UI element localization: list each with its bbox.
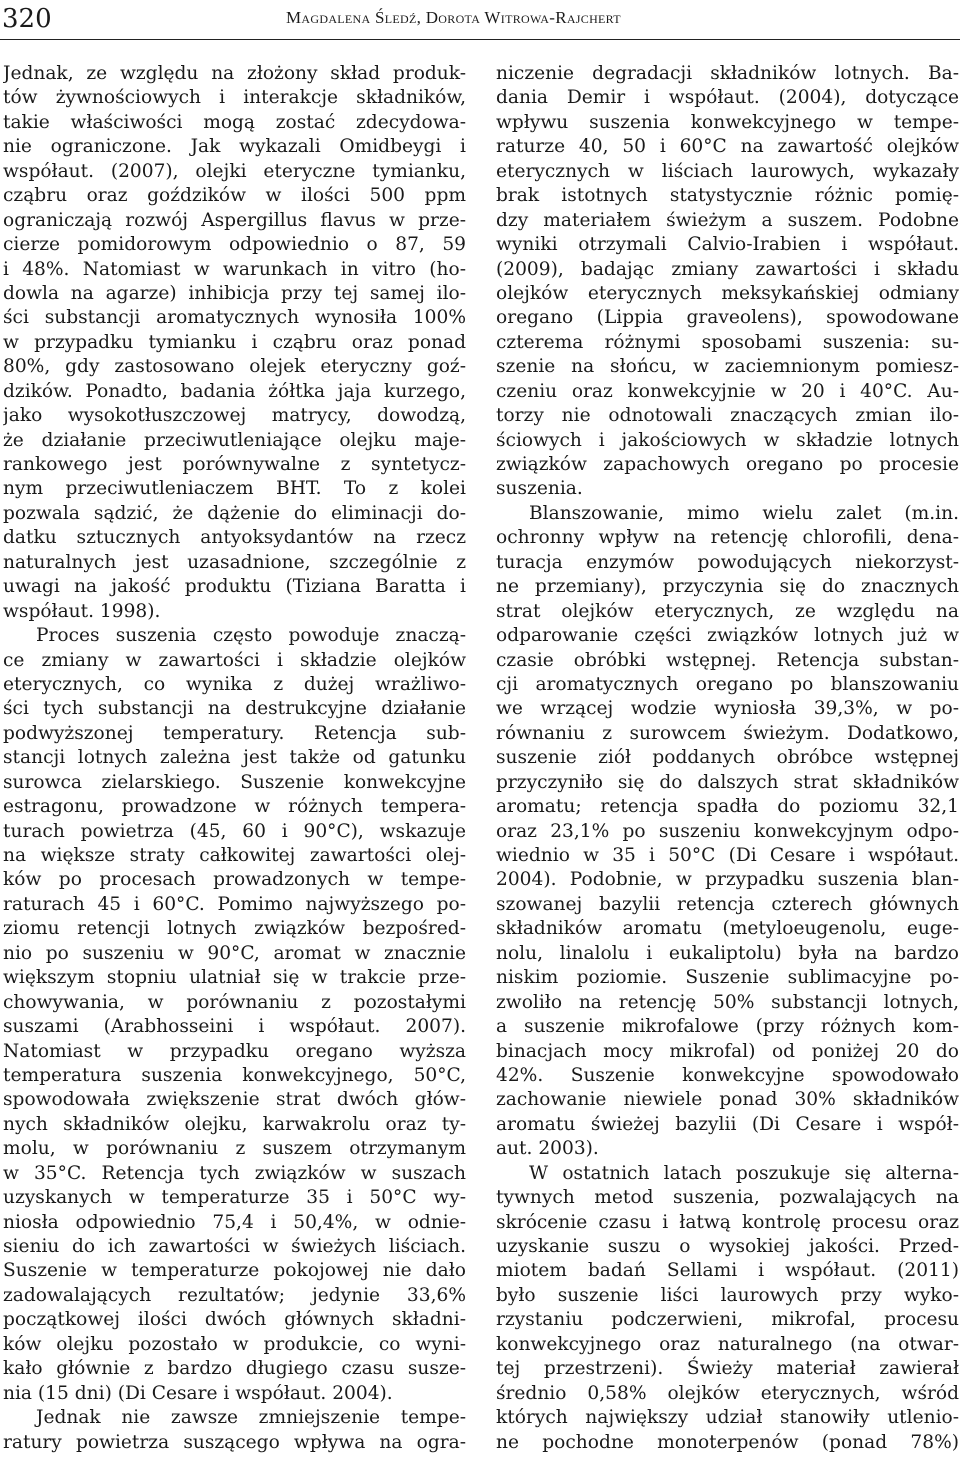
text-line: składników aromatu (metyloeugenolu, euge- (496, 918, 959, 940)
text-line: turacja enzymów powodujących niekorzyst- (496, 551, 959, 573)
text-line: eterycznych, co wynika z dużej wrażliwo- (3, 673, 466, 695)
text-line: raturach 45 i 60°C. Pomimo najwyższego po- (3, 893, 466, 915)
text-line: w 35°C. Retencja tych związków w suszach (3, 1162, 466, 1184)
text-line: 80%, gdy zastosowano olejek eteryczny goź- (3, 356, 466, 378)
text-line: konwekcyjnego oraz naturalnego (na otwar- (496, 1333, 959, 1355)
text-line: ce zmiany w zawartości i składzie olejków (3, 649, 466, 671)
text-line: nia (15 dni) (Di Cesare i współaut. 2004). (3, 1382, 393, 1404)
running-head: Magdalena Śledź, Dorota Witrowa-Rajchert (286, 8, 621, 27)
text-line: nych składników olejku, karwakrolu oraz ty- (3, 1113, 466, 1135)
text-line: początkowej ilości dwóch głównych składni- (3, 1309, 466, 1331)
text-line: ści substancji aromatycznych wynosiła 100% (3, 307, 466, 329)
text-line: oraz 23,1% po suszeniu konwekcyjnym odpo- (496, 820, 959, 842)
text-line: uzyskanie suszu o wysokiej jakości. Przed- (496, 1236, 959, 1257)
text-line: binacjach mocy mikrofal) od poniżej 20 do (496, 1040, 959, 1062)
text-line: ograniczają rozwój Aspergillus flavus w prze- (3, 209, 466, 231)
text-line: brak istotnych statystycznie różnic pomię- (496, 185, 959, 207)
text-line: nolu, linalolu i eukaliptolu) była na bardzo (496, 942, 959, 964)
text-line: dania Demir i współaut. (2004), dotyczące (496, 87, 959, 109)
text-line: torzy nie odnotowali znaczących zmian ilo- (496, 405, 959, 427)
text-line: że działanie przeciwutleniające olejku maje- (3, 429, 466, 451)
text-line: było suszenie liści laurowych przy wyko- (496, 1284, 959, 1306)
text-line: molu, w porównaniu z suszem otrzymanym (3, 1138, 466, 1160)
text-line: większym stopniu ulatniał się w trakcie prze- (3, 967, 466, 989)
text-line: ziomu retencji lotnych związków bezpośred- (3, 918, 466, 940)
text-line: wpływu suszenia konwekcyjnego w tempe- (496, 111, 959, 133)
text-line: Jednak, ze względu na złożony skład produk- (3, 63, 466, 84)
text-line: ków po procesach prowadzonych w tempe- (3, 869, 466, 891)
text-line: Jednak nie zawsze zmniejszenie tempe- (36, 1407, 466, 1429)
text-line: wyniki otrzymali Calvio-Irabien i współaut. (496, 234, 959, 256)
text-line: zadowalających rezultatów; jedynie 33,6% (3, 1284, 466, 1306)
text-line: i 48%. Natomiast w warunkach in vitro (ho- (3, 258, 466, 280)
text-line: strat olejków eterycznych, ze względu na (496, 600, 959, 622)
text-line: tywnych metod suszenia, pozwalających na (496, 1187, 959, 1209)
text-line: ochronny wpływ na retencję chlorofili, dena- (496, 527, 959, 549)
text-line: ne pochodne monoterpenów (ponad 78%) (496, 1431, 959, 1453)
text-line: przyczyniło się do dalszych strat składników (496, 771, 959, 793)
header-rule (0, 39, 960, 40)
text-line: W ostatnich latach poszukuje się alterna- (529, 1162, 959, 1184)
text-line: na większe straty całkowitej zawartości olej- (3, 845, 466, 866)
text-line: niczenie degradacji składników lotnych. Ba- (496, 63, 959, 84)
text-line: ne przemiany), przyczynia się do znacznych (496, 576, 959, 598)
text-line: datku sztucznych antyoksydantów na rzecz (3, 527, 466, 549)
text-line: odparowanie części związków lotnych już w (496, 625, 959, 647)
text-line: tej przestrzeni). Świeży materiał zawierał (496, 1358, 959, 1380)
text-line: oregano (Lippia graveolens), spowodowane (496, 307, 959, 329)
text-line: aromatu; retencja spadła do poziomu 32,1 (496, 796, 959, 818)
text-line: dzików. Ponadto, badania żółtka jaja kurzego, (3, 380, 466, 402)
text-line: olejków eterycznych meksykańskiej odmiany (496, 282, 959, 304)
text-line: Blanszowanie, mimo wielu zalet (m.in. (529, 502, 959, 524)
text-line: surowca zielarskiego. Suszenie konwekcyjne (3, 771, 466, 793)
text-line: których największy udział stanowiły utlenio- (496, 1407, 959, 1429)
text-line: sieniu do ich zawartości w świeżych liściach. (3, 1236, 466, 1257)
text-line: 2004). Podobnie, w przypadku suszenia blan- (496, 869, 959, 891)
text-line: nym przeciwutleniaczem BHT. To z kolei (3, 478, 466, 500)
text-line: ściowych i jakościowych w składzie lotnych (496, 429, 959, 451)
text-line: współaut. (2007), olejki eteryczne tymianku, (3, 160, 466, 182)
text-line: ratury powietrza suszącego wpływa na ogra- (3, 1431, 466, 1453)
text-line: podwyższonej temperatury. Retencja sub- (3, 722, 466, 744)
text-line: niosła odpowiednio 75,4 i 50,4%, w odnie- (3, 1211, 466, 1233)
text-line: czasie obróbki wstępnej. Retencja substan- (496, 649, 959, 671)
text-line: nio po suszeniu w 90°C, aromat w znacznie (3, 942, 466, 964)
text-line: stancji lotnych zależna jest także od gatunku (3, 747, 466, 769)
text-line: Proces suszenia często powoduje znaczą- (36, 625, 466, 647)
text-line: suszami (Arabhosseini i współaut. 2007). (3, 1016, 466, 1038)
text-line: skrócenie czasu i łatwą kontrolę procesu oraz (496, 1211, 959, 1233)
text-line: nie ograniczone. Jak wykazali Omidbeygi i (3, 136, 466, 158)
text-line: zachowanie niewiele ponad 30% składników (496, 1089, 959, 1111)
text-line: jako wysokotłuszczowej matrycy, dowodzą, (3, 405, 466, 427)
text-line: turach powietrza (45, 60 i 90°C), wskazuje (3, 820, 466, 842)
text-line: czeniu oraz konwekcyjnie w 20 i 40°C. Au- (496, 380, 959, 402)
text-line: niskim poziomie. Suszenie sublimacyjne po- (496, 967, 959, 989)
text-line: suszenie ziół poddanych obróbce wstępnej (496, 747, 959, 769)
text-line: raturze 40, 50 i 60°C na zawartość olejków (496, 136, 959, 158)
page-header (0, 0, 960, 44)
text-line: ści tych substancji na destrukcyjne działanie (3, 698, 466, 720)
text-line: pozwala sądzić, że dążenie do eliminacji do- (3, 502, 466, 524)
text-line: równaniu z surowcem świeżym. Dodatkowo, (496, 722, 959, 744)
text-line: dowla na agarze) inhibicja przy tej samej ilo- (3, 282, 466, 304)
page-number: 320 (2, 4, 52, 34)
text-line: naturalnych jest uzasadnione, szczególnie z (3, 551, 466, 573)
text-line: tów żywnościowych i interakcje składników, (3, 87, 466, 109)
text-line: Suszenie w temperaturze pokojowej nie dało (3, 1260, 466, 1282)
text-line: temperatura suszenia konwekcyjnego, 50°C, (3, 1064, 466, 1086)
text-line: szowanej bazylii retencja czterech głównych (496, 893, 959, 915)
text-line: spowodowała zwiększenie strat dwóch głów- (3, 1089, 466, 1111)
text-line: we wrzącej wodzie wyniosła 39,3%, w po- (496, 698, 959, 720)
text-line: chowywania, w porównaniu z pozostałymi (3, 991, 466, 1013)
text-line: (2009), badając zmiany zawartości i składu (496, 258, 959, 280)
text-line: współaut. 1998). (3, 600, 161, 622)
text-line: uzyskanych w temperaturze 35 i 50°C wy- (3, 1187, 466, 1209)
text-line: wiednio w 35 i 50°C (Di Cesare i współaut. (496, 845, 959, 866)
text-line: zwoliło na retencję 50% substancji lotnych, (496, 991, 959, 1013)
right-column (496, 62, 959, 1460)
text-line: cji aromatycznych oregano po blanszowaniu (496, 673, 959, 695)
text-line: takie właściwości mogą zostać zdecydowa- (3, 111, 466, 133)
text-line: cierze pomidorowym odpowiednio o 87, 59 (3, 234, 466, 256)
text-line: miotem badań Sellami i współaut. (2011) (496, 1260, 959, 1282)
text-line: aromatu świeżej bazylii (Di Cesare i współ- (496, 1113, 959, 1135)
text-line: czterema różnymi sposobami suszenia: su- (496, 331, 959, 353)
text-line: w przypadku tymianku i cząbru oraz ponad (3, 331, 466, 353)
text-line: estragonu, prowadzone w różnych tempera- (3, 796, 466, 818)
text-line: rzystaniu podczerwieni, mikrofal, procesu (496, 1309, 959, 1331)
text-line: eterycznych w liściach laurowych, wykazały (496, 160, 959, 182)
text-line: aut. 2003). (496, 1138, 599, 1160)
text-line: szenie na słońcu, w zaciemnionym pomiesz- (496, 356, 959, 378)
text-line: dzy materiałem świeżym a suszem. Podobne (496, 209, 959, 231)
text-line: rankowego jest porównywalne z syntetycz- (3, 454, 466, 475)
text-line: suszenia. (496, 478, 583, 500)
text-line: uwagi na jakość produktu (Tiziana Baratta i (3, 576, 466, 598)
left-column (3, 62, 466, 1460)
text-line: Natomiast w przypadku oregano wyższa (3, 1040, 466, 1062)
text-line: ków olejku pozostało w produkcie, co wyni- (3, 1333, 466, 1355)
text-line: a suszenie mikrofalowe (przy różnych kom- (496, 1016, 959, 1038)
text-line: średnio 0,58% olejków eterycznych, wśród (496, 1382, 959, 1404)
text-line: cząbru oraz goździków w ilości 500 ppm (3, 185, 466, 207)
text-line: kało głównie z bardzo długiego czasu susze- (3, 1358, 466, 1380)
text-line: związków zapachowych oregano po procesie (496, 454, 959, 475)
text-line: 42%. Suszenie konwekcyjne spowodowało (496, 1064, 959, 1086)
